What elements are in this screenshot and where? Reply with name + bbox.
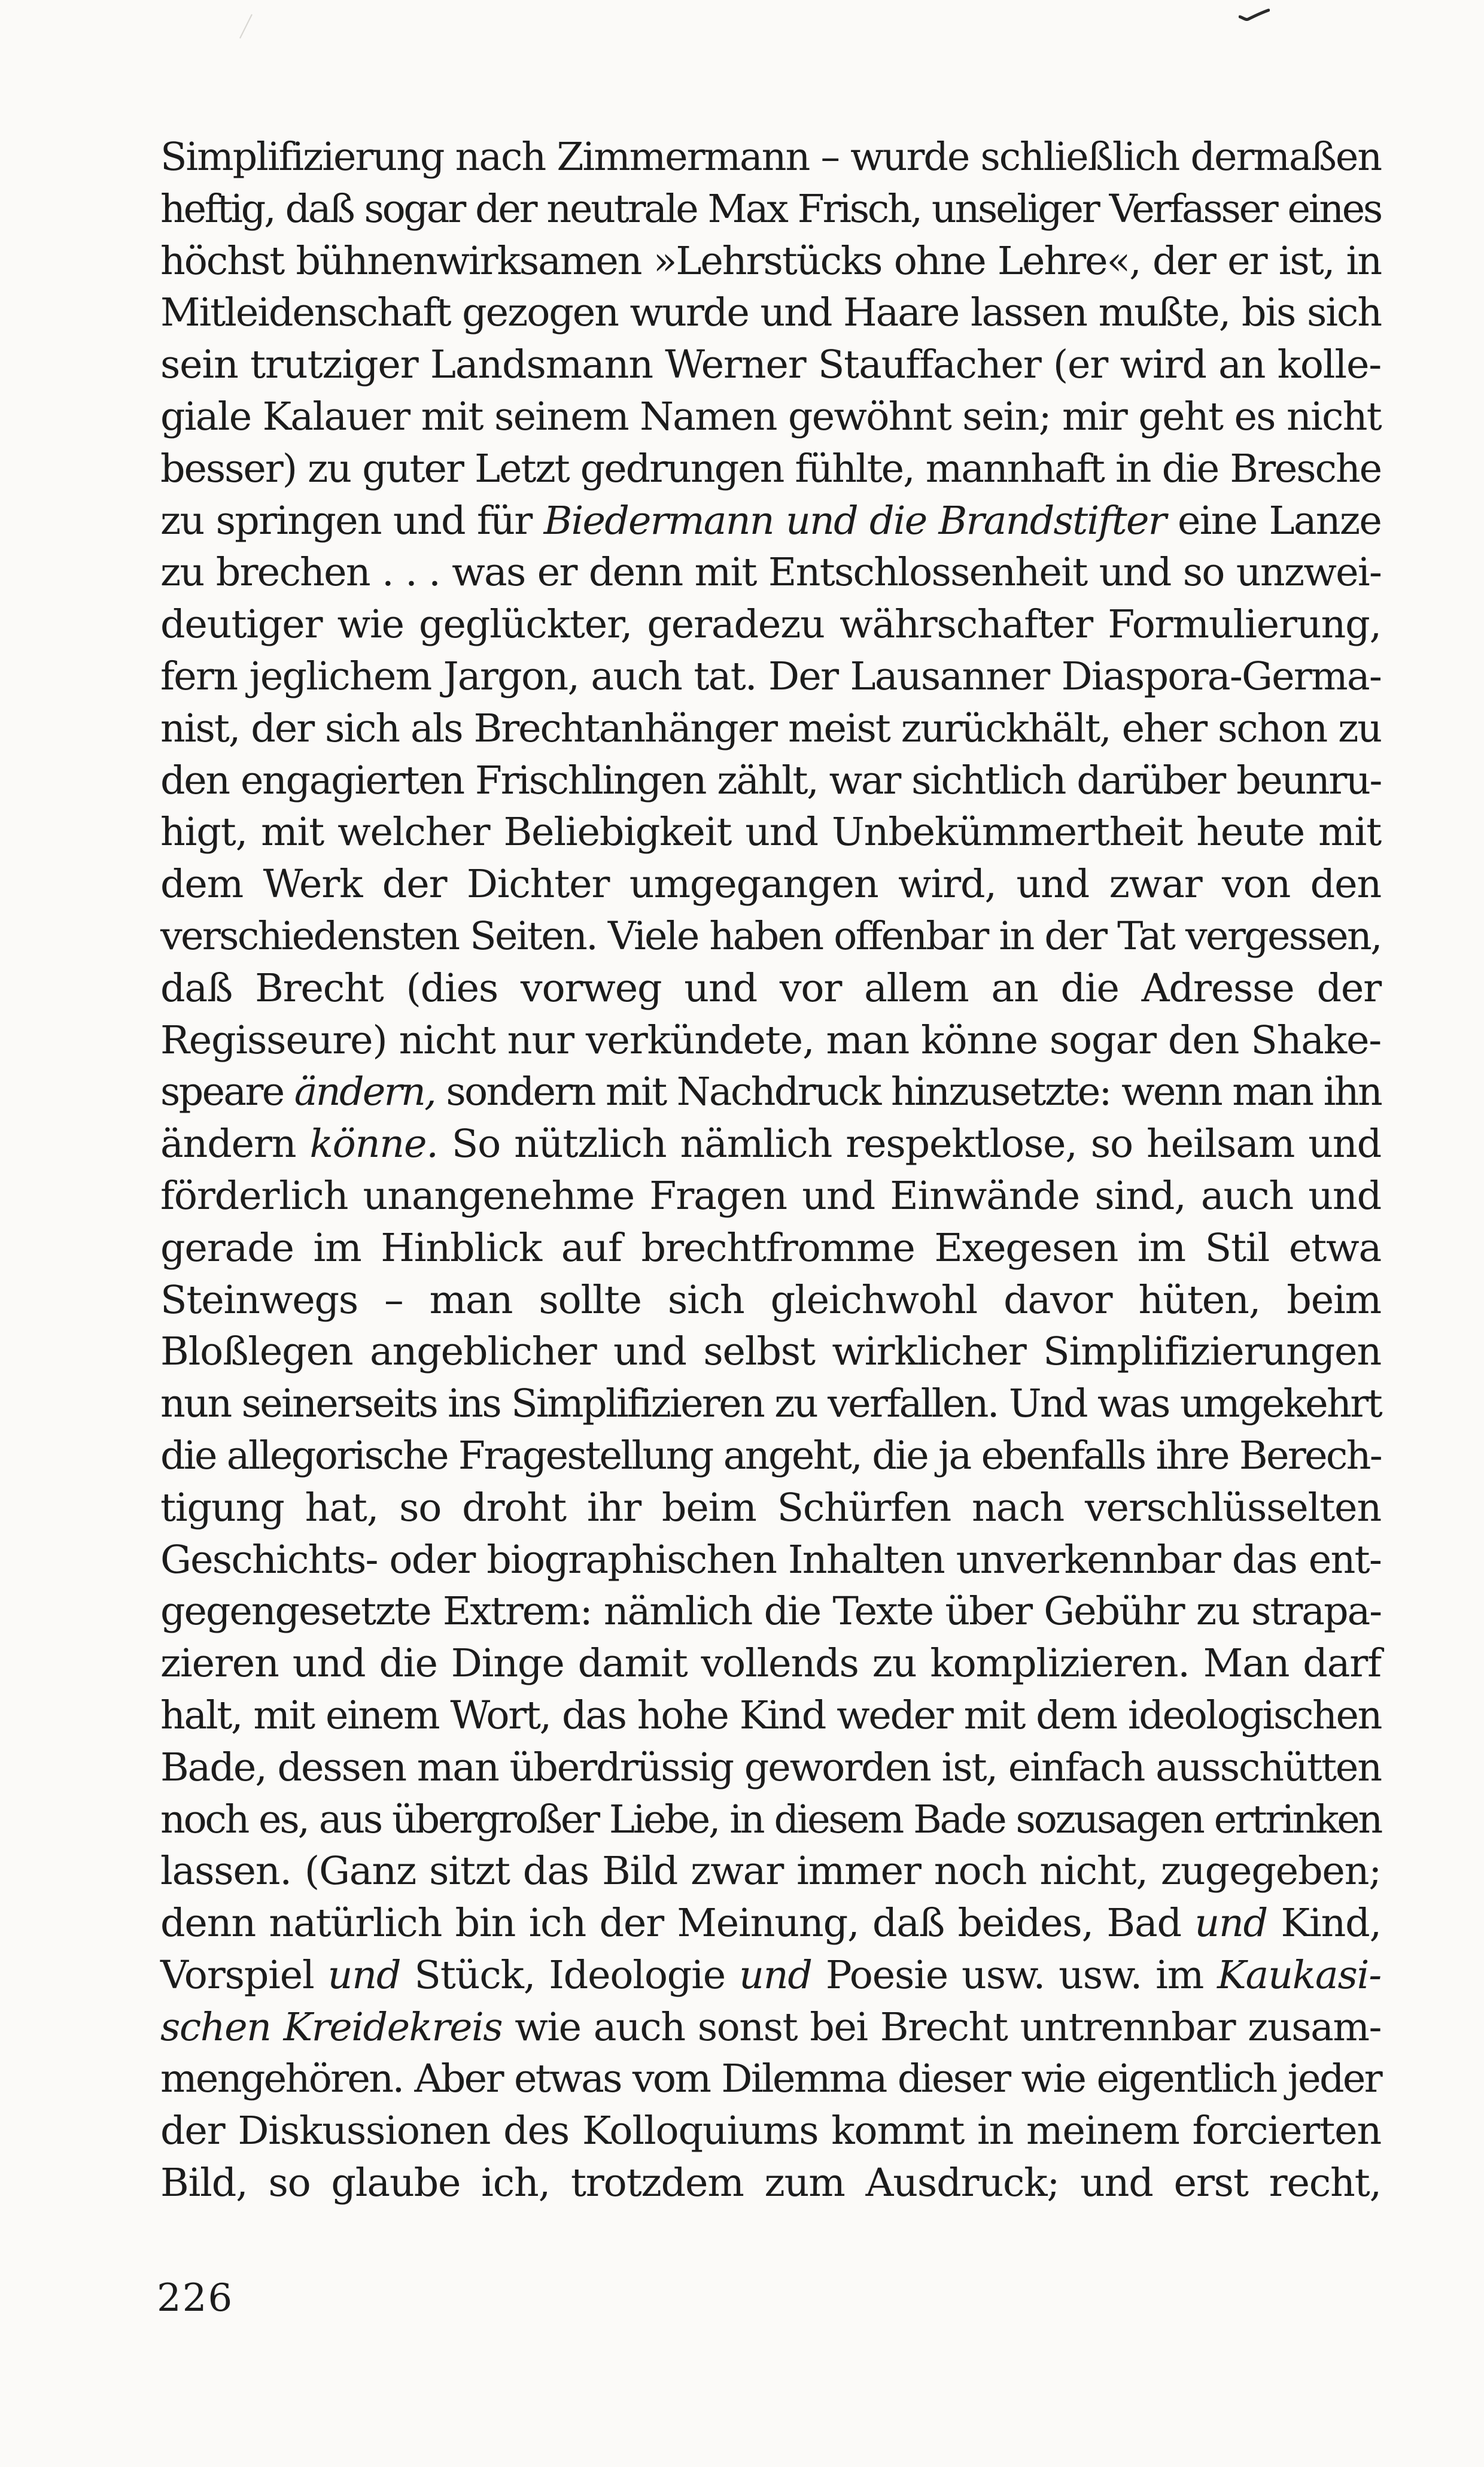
text-line: [160, 859, 1381, 911]
faint-pencil-stroke: [236, 12, 254, 42]
text-segment: Mitleidenschaft gezogen wurde und Haare lassen mußte, bis sich: [160, 290, 1381, 336]
text-line: [160, 1638, 1381, 1690]
text-segment: giale Kalauer mit seinem Namen gewöhnt sein; mir geht es nicht: [160, 394, 1381, 439]
text-segment: Bild, so glaube ich, trotzdem zum Ausdruck; und erst recht,: [160, 2161, 1381, 2206]
text-line: [160, 1223, 1381, 1275]
text-line: [160, 911, 1381, 963]
text-segment: Regisseure) nicht nur verkündete, man könne sogar den Shake-: [160, 1017, 1381, 1063]
text-segment: Steinwegs – man sollte sich gleichwohl davor hüten, beim: [160, 1277, 1381, 1323]
text-line: [160, 807, 1381, 859]
text-segment: heftig, daß sogar der neutrale Max Frisch, unseliger Verfasser eines: [160, 186, 1381, 232]
text-segment: Geschichts- oder biographischen Inhalten unverkennbar das ent-: [160, 1537, 1381, 1582]
text-line: [160, 132, 1381, 184]
text-line: [160, 2106, 1381, 2158]
text-segment: Vorspiel: [160, 1952, 328, 1998]
text-line: [160, 1067, 1381, 1119]
text-line: [160, 1586, 1381, 1638]
text-segment: zu brechen . . . was er denn mit Entschlossenheit und so unzwei-: [160, 550, 1381, 596]
text-segment: verschiedensten Seiten. Viele haben offenbar in der Tat vergessen,: [160, 913, 1381, 959]
text-segment: förderlich unangenehme Fragen und Einwände sind, auch und: [160, 1173, 1381, 1219]
text-line: [160, 1119, 1381, 1171]
text-segment: daß Brecht (dies vorweg und vor allem an die Adresse der: [160, 965, 1381, 1011]
italic-segment: Kaukasi-: [1217, 1952, 1381, 1998]
text-line: [160, 496, 1381, 548]
text-segment: Simplifizierung nach Zimmermann – wurde schließlich dermaßen: [160, 135, 1381, 180]
italic-segment: und: [1194, 1901, 1268, 1946]
text-line: [160, 1430, 1381, 1482]
text-segment: nist, der sich als Brechtanhänger meist zurückhält, eher schon zu: [160, 706, 1381, 751]
text-line: [160, 1326, 1381, 1378]
text-segment: Kind,: [1267, 1901, 1381, 1946]
text-segment: speare: [160, 1070, 294, 1115]
text-segment: fern jeglichem Jargon, auch tat. Der Lausanner Diaspora-Germa-: [160, 654, 1381, 699]
text-segment: zu springen und für: [160, 498, 544, 543]
text-segment: sondern mit Nachdruck hinzusetzte: wenn man ihn: [435, 1070, 1381, 1115]
text-line: [160, 1378, 1381, 1430]
text-segment: zieren und die Dinge damit vollends zu komplizieren. Man darf: [160, 1641, 1381, 1687]
text-line: [160, 236, 1381, 288]
text-line: [160, 1171, 1381, 1223]
text-line: [160, 2053, 1381, 2106]
text-line: [160, 184, 1381, 236]
text-segment: besser) zu guter Letzt gedrungen fühlte, mannhaft in die Bresche: [160, 446, 1381, 491]
page-number: 226: [157, 2276, 234, 2320]
italic-segment: Biedermann und die Brandstifter: [543, 498, 1166, 543]
italic-segment: und: [327, 1952, 401, 1998]
text-line: [160, 1015, 1381, 1067]
text-segment: höchst bühnenwirksamen »Lehrstücks ohne Lehre«, der er ist, in: [160, 238, 1381, 284]
text-segment: Bloßlegen angeblicher und selbst wirklicher Simplifizierungen: [160, 1329, 1381, 1375]
pencil-tick-mark: [1239, 8, 1270, 23]
text-line: [160, 2002, 1381, 2054]
text-segment: wie auch sonst bei Brecht untrennbar zusam-: [502, 2004, 1381, 2050]
text-segment: sein trutziger Landsmann Werner Stauffacher (er wird an kolle-: [160, 342, 1381, 388]
text-segment: lassen. (Ganz sitzt das Bild zwar immer noch nicht, zugegeben;: [160, 1849, 1381, 1894]
text-line: [160, 1898, 1381, 1950]
text-line: [160, 1742, 1381, 1794]
text-segment: gerade im Hinblick auf brechtfromme Exegesen im Stil etwa: [160, 1225, 1381, 1271]
text-line: [160, 1950, 1381, 2002]
italic-segment: könne.: [309, 1122, 438, 1167]
text-segment: denn natürlich bin ich der Meinung, daß beides, Bad: [160, 1901, 1195, 1946]
text-segment: deutiger wie geglückter, geradezu währschafter Formulierung,: [160, 602, 1381, 648]
text-segment: higt, mit welcher Beliebigkeit und Unbekümmertheit heute mit: [160, 810, 1381, 855]
text-segment: den engagierten Frischlingen zählt, war sichtlich darüber beunru-: [160, 758, 1381, 803]
text-segment: eine Lanze: [1165, 498, 1381, 543]
text-segment: gegengesetzte Extrem: nämlich die Texte über Gebühr zu strapa-: [160, 1589, 1381, 1634]
text-line: [160, 1794, 1381, 1846]
text-segment: Stück, Ideologie: [400, 1952, 740, 1998]
text-line: [160, 963, 1381, 1015]
text-segment: So nützlich nämlich respektlose, so heilsam und: [437, 1122, 1381, 1167]
text-line: [160, 2158, 1381, 2210]
text-line: [160, 703, 1381, 755]
text-segment: Bade, dessen man überdrüssig geworden ist, einfach ausschütten: [160, 1745, 1381, 1790]
text-segment: Poesie usw. usw. im: [811, 1952, 1218, 1998]
text-line: [160, 599, 1381, 651]
text-line: [160, 339, 1381, 391]
italic-segment: ändern,: [294, 1070, 436, 1115]
text-line: [160, 391, 1381, 443]
italic-segment: und: [739, 1952, 812, 1998]
text-segment: die allegorische Fragestellung angeht, die ja ebenfalls ihre Berech-: [160, 1433, 1381, 1478]
text-line: [160, 651, 1381, 703]
text-line: [160, 1535, 1381, 1587]
text-line: [160, 1846, 1381, 1898]
body-text: [160, 132, 1381, 2210]
text-segment: ändern: [160, 1122, 310, 1167]
text-line: [160, 443, 1381, 496]
text-segment: nun seinerseits ins Simplifizieren zu verfallen. Und was umgekehrt: [160, 1381, 1381, 1427]
text-line: [160, 1275, 1381, 1327]
text-segment: dem Werk der Dichter umgegangen wird, und zwar von den: [160, 862, 1381, 907]
text-line: [160, 287, 1381, 339]
italic-segment: schen Kreidekreis: [160, 2004, 503, 2050]
text-line: [160, 755, 1381, 807]
text-segment: tigung hat, so droht ihr beim Schürfen nach verschlüsselten: [160, 1485, 1381, 1530]
text-line: [160, 547, 1381, 599]
text-segment: halt, mit einem Wort, das hohe Kind weder mit dem ideologischen: [160, 1693, 1381, 1738]
text-segment: mengehören. Aber etwas vom Dilemma dieser wie eigentlich jeder: [160, 2056, 1381, 2102]
text-line: [160, 1482, 1381, 1535]
text-segment: noch es, aus übergroßer Liebe, in diesem Bade sozusagen ertrinken: [160, 1797, 1381, 1842]
text-segment: der Diskussionen des Kolloquiums kommt in meinem forcierten: [160, 2109, 1381, 2154]
text-line: [160, 1690, 1381, 1742]
